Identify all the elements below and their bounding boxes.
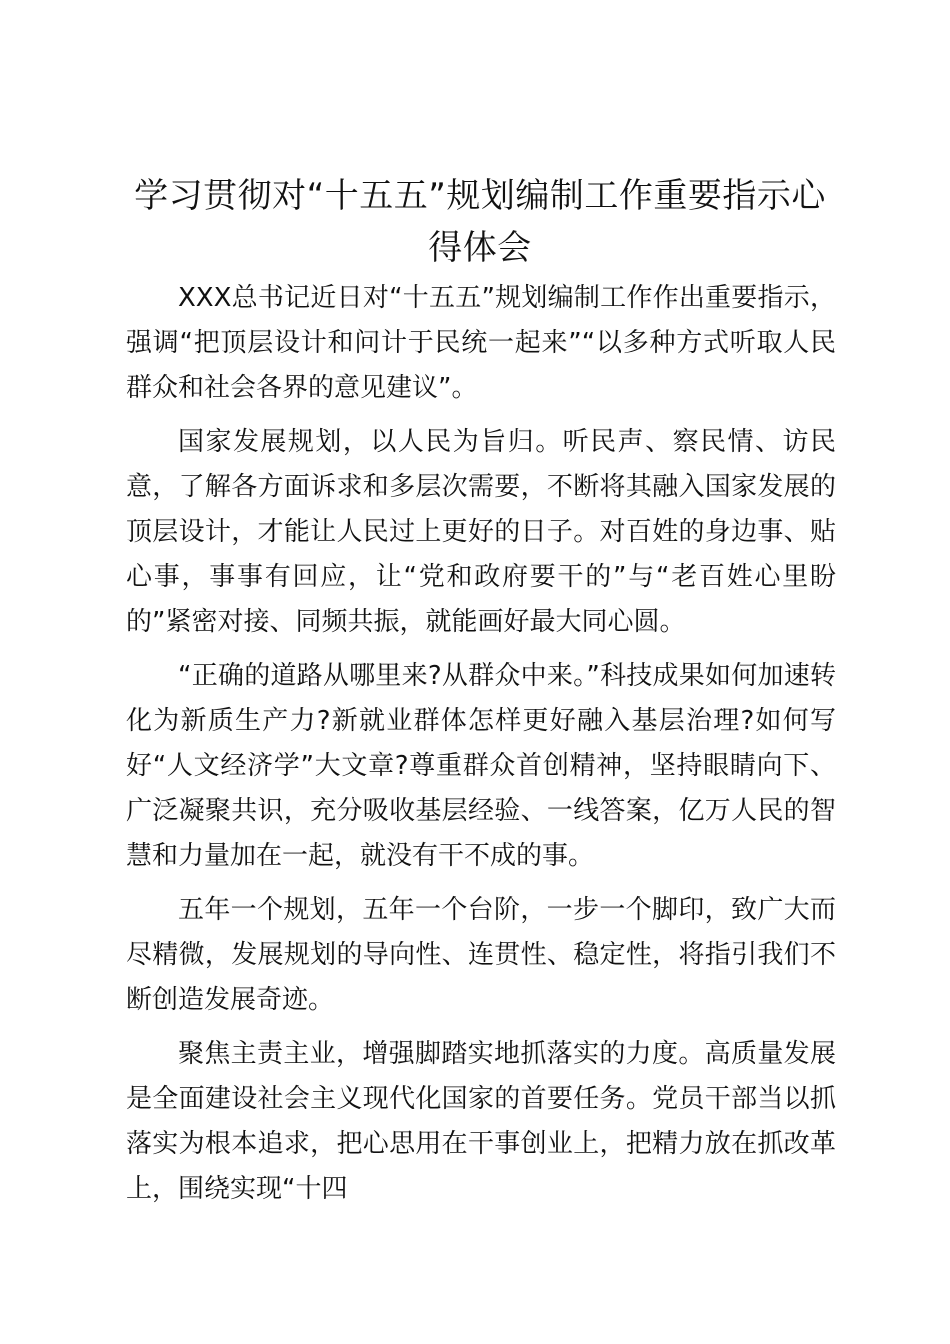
paragraph-3: “正确的道路从哪里来?从群众中来。”科技成果如何加速转化为新质生产力?新就业群体怎样更好融入基层治理?如何写好“人文经济学”大文章?尊重群众首创精神，坚持眼睛向下、广泛凝聚共识，充分吸收基层经验、一线答案，亿万人民的智慧和力量加在一起，就没有干不成的事。 — [126, 661, 836, 871]
paragraph-5: 聚焦主责主业，增强脚踏实地抓落实的力度。高质量发展是全面建设社会主义现代化国家的首要任务。党员干部当以抓落实为根本追求，把心思用在干事创业上，把精力放在抓改革上，围绕实现“十四 — [126, 1039, 836, 1204]
document-title: 学习贯彻对“十五五”规划编制工作重要指示心得体会 — [134, 176, 826, 268]
paragraph-2: 国家发展规划，以人民为旨归。听民声、察民情、访民意，了解各方面诉求和多层次需要，不断将其融入国家发展的顶层设计，才能让人民过上更好的日子。对百姓的身边事、贴心事，事事有回应，让“党和政府要干的”与“老百姓心里盼的”紧密对接、同频共振，就能画好最大同心圆。 — [126, 427, 836, 637]
paragraph-1: XXX总书记近日对“十五五”规划编制工作作出重要指示，强调“把顶层设计和问计于民统一起来”“以多种方式听取人民群众和社会各界的意见建议”。 — [126, 283, 836, 403]
document-body — [126, 276, 836, 1221]
paragraph-4: 五年一个规划，五年一个台阶，一步一个脚印，致广大而尽精微，发展规划的导向性、连贯性、稳定性，将指引我们不断创造发展奇迹。 — [126, 895, 836, 1015]
